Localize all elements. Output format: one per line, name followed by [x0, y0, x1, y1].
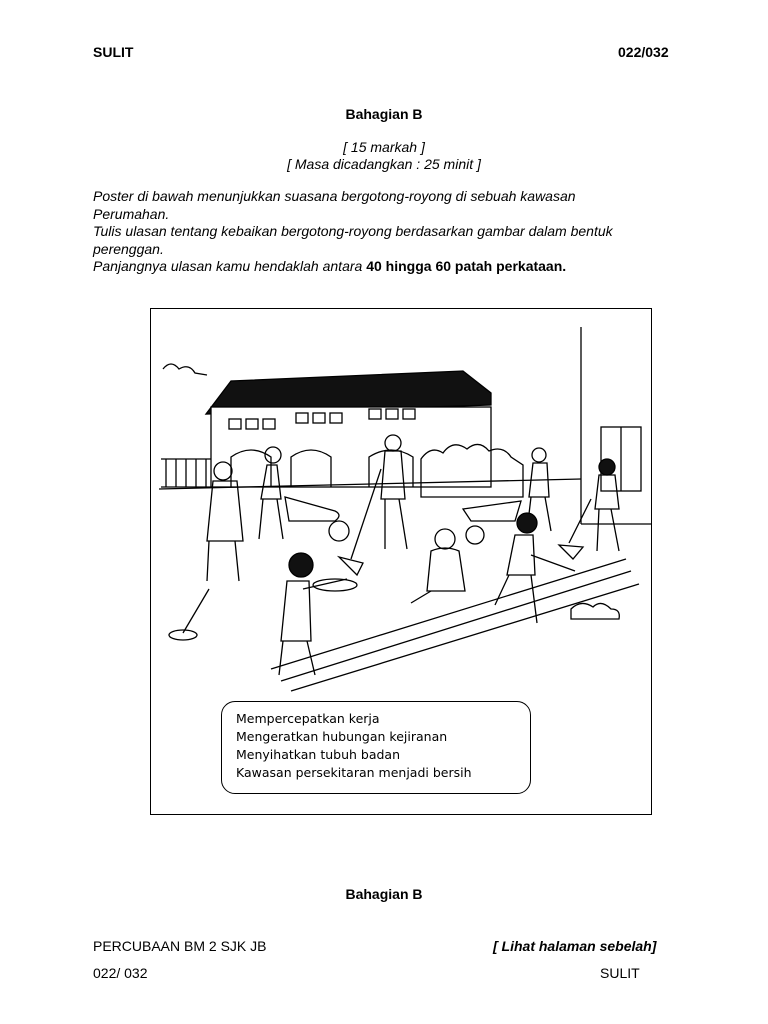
marks-label: [ 15 markah ] — [343, 139, 425, 155]
fence — [161, 459, 211, 487]
right-building — [581, 327, 651, 524]
cloud-shape — [163, 364, 207, 375]
benefit-item: Kawasan persekitaran menjadi bersih — [236, 765, 472, 780]
benefits-callout — [221, 701, 531, 794]
instruction-line: Poster di bawah menunjukkan suasana bergotong-royong di sebuah kawasan — [93, 188, 576, 204]
rubbish-pile — [571, 603, 619, 619]
benefit-item: Mengeratkan hubungan kejiranan — [236, 729, 448, 744]
instruction-line — [93, 258, 693, 276]
header-code: 022/032 — [618, 44, 669, 60]
drain — [271, 559, 639, 691]
header-sulit: SULIT — [93, 44, 134, 60]
footer-code: 022/ 032 — [93, 965, 148, 981]
section-title: Bahagian B — [345, 106, 423, 122]
benefit-item: Menyihatkan tubuh badan — [236, 747, 401, 762]
section-title-bottom: Bahagian B — [345, 886, 423, 902]
footer-exam-name: PERCUBAAN BM 2 SJK JB — [93, 938, 267, 954]
benefit-item: Mempercepatkan kerja — [236, 711, 380, 726]
footer-sulit: SULIT — [600, 965, 640, 981]
footer-next-page: [ Lihat halaman sebelah] — [493, 938, 657, 954]
instructions — [93, 188, 693, 276]
instruction-line: perenggan. — [93, 240, 164, 257]
instruction-length-text: Panjangnya ulasan kamu hendaklah antara — [93, 258, 367, 274]
word-count-requirement: 40 hingga 60 patah perkataan. — [366, 258, 567, 274]
instruction-line: Perumahan. — [93, 205, 170, 222]
time-label: [ Masa dicadangkan : 25 minit ] — [287, 156, 481, 172]
instruction-line: Tulis ulasan tentang kebaikan bergotong-royong berdasarkan gambar dalam bentuk — [93, 223, 613, 239]
